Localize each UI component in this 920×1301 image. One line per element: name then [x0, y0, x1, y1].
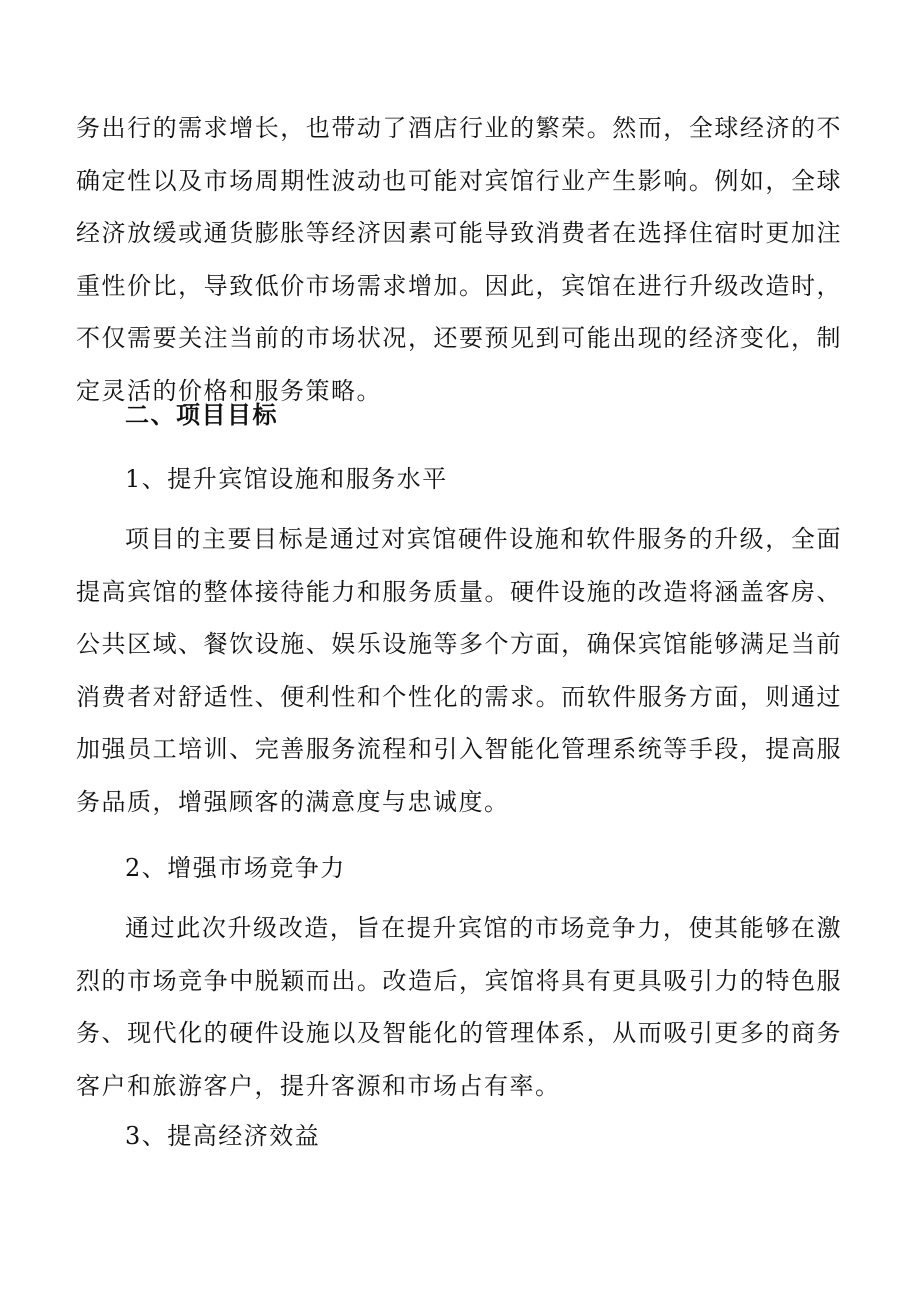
intro-paragraph: 务出行的需求增长，也带动了酒店行业的繁荣。然而，全球经济的不确定性以及市场周期性波动也可能对宾馆行业产生影响。例如，全球经济放缓或通货膨胀等经济因素可能导致消费者在选择住宿时更加注重性价比，导致低价市场需求增加。因此，宾馆在进行升级改造时，不仅需要关注当前的市场状况，还要预见到可能出现的经济变化，制定灵活的价格和服务策略。 [76, 114, 842, 405]
goal-2-title: 2、增强市场竞争力 [125, 854, 346, 882]
goal-2-body: 通过此次升级改造，旨在提升宾馆的市场竞争力，使其能够在激烈的市场竞争中脱颖而出。改造后，宾馆将具有更具吸引力的特色服务、现代化的硬件设施以及智能化的管理体系，从而吸引更多的商务客户和旅游客户，提升客源和市场占有率。 [76, 914, 842, 1100]
goal-1-title: 1、提升宾馆设施和服务水平 [125, 465, 448, 493]
goal-3-title: 3、提高经济效益 [125, 1122, 321, 1150]
goal-1-body: 项目的主要目标是通过对宾馆硬件设施和软件服务的升级，全面提高宾馆的整体接待能力和服务质量。硬件设施的改造将涵盖客房、公共区域、餐饮设施、娱乐设施等多个方面，确保宾馆能够满足当前消费者对舒适性、便利性和个性化的需求。而软件服务方面，则通过加强员工培训、完善服务流程和引入智能化管理系统等手段，提高服务品质，增强顾客的满意度与忠诚度。 [76, 525, 842, 816]
section-heading: 二、项目目标 [125, 401, 278, 429]
